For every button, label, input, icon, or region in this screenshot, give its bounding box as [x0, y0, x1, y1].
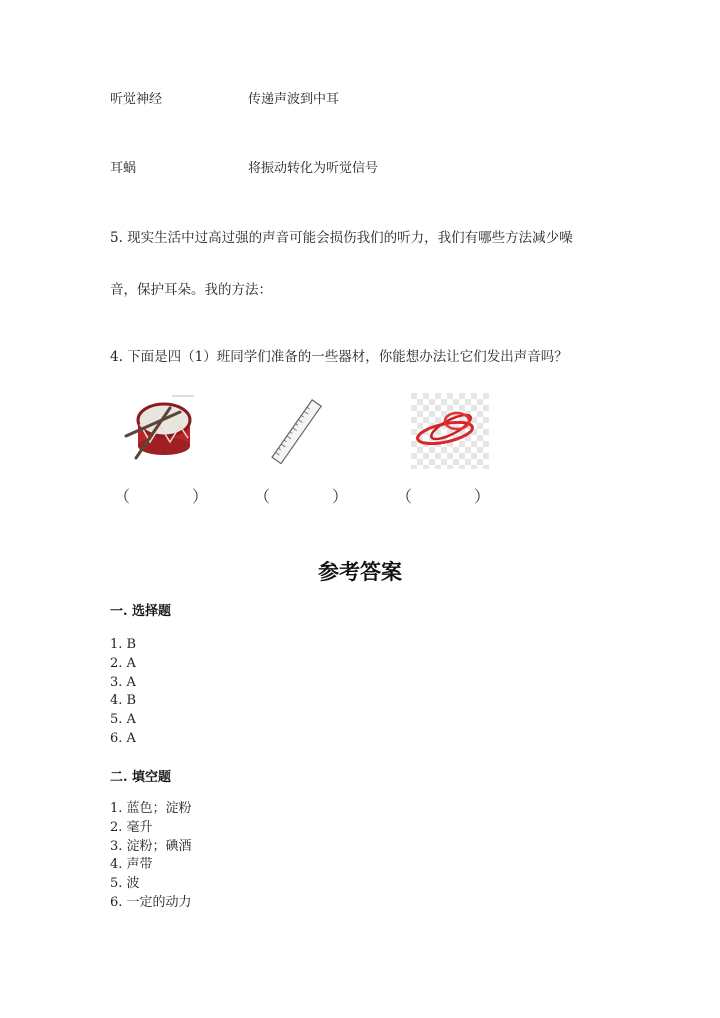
- list-item: 2. 毫升: [110, 819, 153, 835]
- answer-blank-1[interactable]: [114, 484, 208, 507]
- match-left-1: 听觉神经: [110, 92, 163, 107]
- paren-close: ）: [474, 487, 491, 506]
- list-item: 3. 淀粉；碘酒: [110, 838, 192, 854]
- match-left-2: 耳蜗: [110, 161, 137, 176]
- rubber-band-icon: [411, 393, 489, 469]
- paren-close: ）: [332, 487, 349, 506]
- paren-open: （: [114, 487, 131, 506]
- question-4-text: 4. 下面是四（1）班同学们准备的一些器材，你能想办法让它们发出声音吗？: [110, 349, 568, 365]
- list-item: 6. 一定的动力: [110, 894, 192, 910]
- list-item: 3. A: [110, 674, 136, 690]
- question-5-line-1: 5. 现实生活中过高过强的声音可能会损伤我们的听力，我们有哪些方法减少噪: [110, 230, 573, 246]
- list-item: 2. A: [110, 655, 136, 671]
- match-right-1: 传递声波到中耳: [248, 92, 340, 107]
- answer-blank-2[interactable]: [254, 484, 348, 507]
- section-heading-choice: 一. 选择题: [110, 604, 172, 619]
- list-item: 6. A: [110, 730, 136, 746]
- answer-blank-3[interactable]: [396, 484, 490, 507]
- list-item: 1. 蓝色；淀粉: [110, 801, 192, 816]
- list-item: 5. 波: [110, 876, 140, 892]
- paren-close: ）: [192, 487, 209, 506]
- list-item: 5. A: [110, 712, 136, 728]
- drum-icon: [120, 392, 198, 464]
- section-heading-fill: 二. 填空题: [110, 770, 172, 785]
- answers-title: 参考答案: [318, 559, 402, 584]
- match-right-2: 将振动转化为听觉信号: [248, 161, 379, 176]
- list-item: 1. B: [110, 637, 137, 652]
- paren-open: （: [254, 487, 271, 506]
- list-item: 4. B: [110, 693, 137, 709]
- paren-open: （: [396, 487, 413, 506]
- choice-answers-list: [110, 636, 136, 749]
- list-item: 4. 声带: [110, 857, 153, 873]
- question-5-line-2: 音，保护耳朵。我的方法：: [110, 282, 272, 298]
- ruler-icon: [268, 396, 326, 468]
- fill-answers-list: [110, 800, 192, 913]
